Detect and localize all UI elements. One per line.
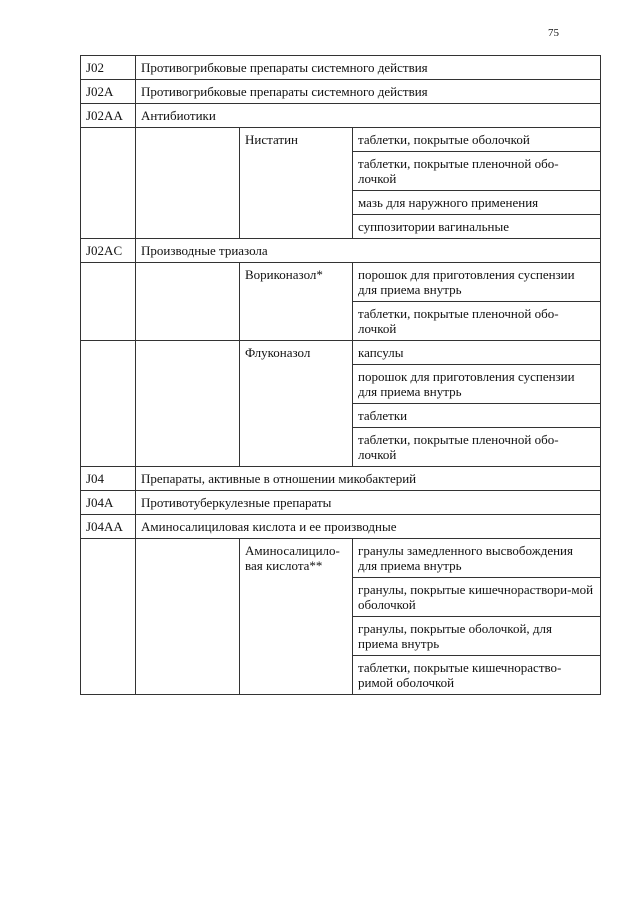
drug-name: Аминосалицило-вая кислота** xyxy=(240,539,353,695)
dosage-form: таблетки, покрытые пленочной обо-лочкой xyxy=(353,152,601,191)
empty-code-cell xyxy=(81,263,136,341)
group-title: Антибиотики xyxy=(136,104,601,128)
dosage-form: порошок для приготовления суспензии для приема внутрь xyxy=(353,263,601,302)
empty-group-cell xyxy=(136,341,240,467)
atc-code: J02 xyxy=(81,56,136,80)
atc-code: J02AA xyxy=(81,104,136,128)
dosage-form: таблетки, покрытые пленочной обо-лочкой xyxy=(353,302,601,341)
atc-code: J04AA xyxy=(81,515,136,539)
table-row-group xyxy=(81,491,601,515)
dosage-form: суппозитории вагинальные xyxy=(353,215,601,239)
atc-code: J02AC xyxy=(81,239,136,263)
group-title: Противогрибковые препараты системного действия xyxy=(136,80,601,104)
empty-group-cell xyxy=(136,263,240,341)
table-row-drug xyxy=(81,341,601,365)
dosage-form: гранулы замедленного высвобождения для приема внутрь xyxy=(353,539,601,578)
table-row-drug xyxy=(81,263,601,302)
dosage-form: гранулы, покрытые оболочкой, для приема внутрь xyxy=(353,617,601,656)
dosage-form: капсулы xyxy=(353,341,601,365)
group-title: Производные триазола xyxy=(136,239,601,263)
dosage-form: таблетки, покрытые кишечнораство-римой оболочкой xyxy=(353,656,601,695)
table-row-group xyxy=(81,56,601,80)
dosage-form: гранулы, покрытые кишечнораствори-мой оболочкой xyxy=(353,578,601,617)
group-title: Противотуберкулезные препараты xyxy=(136,491,601,515)
atc-code: J04A xyxy=(81,491,136,515)
dosage-form: порошок для приготовления суспензии для приема внутрь xyxy=(353,365,601,404)
table-row-group xyxy=(81,80,601,104)
drug-name: Вориконазол* xyxy=(240,263,353,341)
table-row-group xyxy=(81,515,601,539)
dosage-form: таблетки, покрытые оболочкой xyxy=(353,128,601,152)
group-title: Аминосалициловая кислота и ее производные xyxy=(136,515,601,539)
atc-code: J04 xyxy=(81,467,136,491)
dosage-form: таблетки xyxy=(353,404,601,428)
group-title: Препараты, активные в отношении микобактерий xyxy=(136,467,601,491)
table-row-drug xyxy=(81,539,601,578)
table-row-group xyxy=(81,239,601,263)
empty-code-cell xyxy=(81,539,136,695)
drug-classification-table xyxy=(80,55,601,695)
table-row-group xyxy=(81,467,601,491)
table-row-group xyxy=(81,104,601,128)
drug-name: Флуконазол xyxy=(240,341,353,467)
group-title: Противогрибковые препараты системного действия xyxy=(136,56,601,80)
atc-code: J02A xyxy=(81,80,136,104)
empty-group-cell xyxy=(136,128,240,239)
dosage-form: таблетки, покрытые пленочной обо-лочкой xyxy=(353,428,601,467)
page-number: 75 xyxy=(548,27,559,39)
dosage-form: мазь для наружного применения xyxy=(353,191,601,215)
drug-name: Нистатин xyxy=(240,128,353,239)
empty-code-cell xyxy=(81,128,136,239)
empty-group-cell xyxy=(136,539,240,695)
empty-code-cell xyxy=(81,341,136,467)
table-row-drug xyxy=(81,128,601,152)
